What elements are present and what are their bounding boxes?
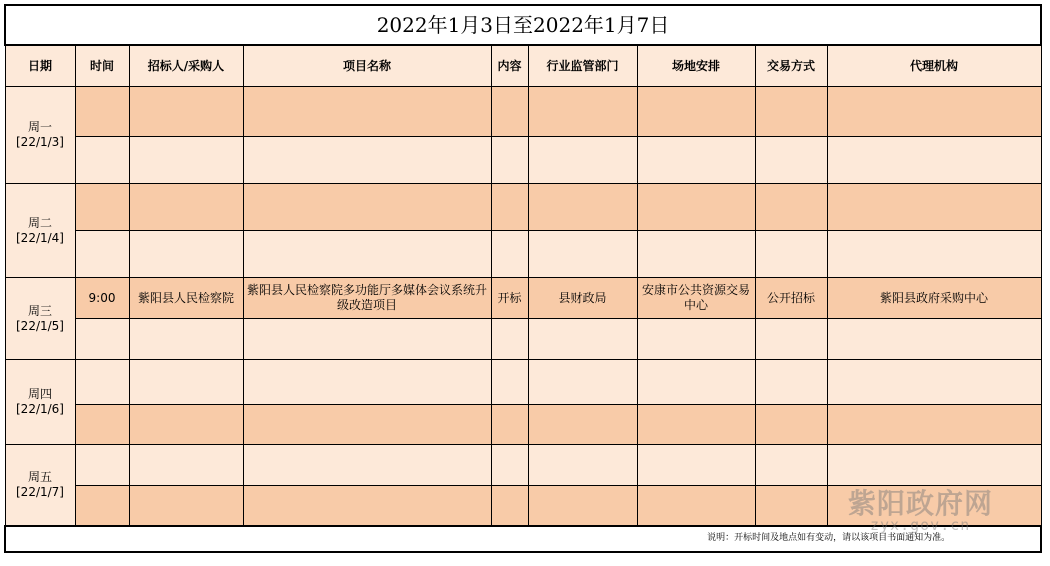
table-title: 2022年1月3日至2022年1月7日 (5, 5, 1041, 45)
day-name: 周三 (27, 303, 52, 318)
day-cell-tue (5, 184, 75, 278)
day-cell-thu (5, 360, 75, 445)
header-agency: 代理机构 (827, 45, 1041, 87)
entry-content: 开标 (491, 278, 528, 319)
watermark-url: zyx.gov.cn (870, 516, 971, 534)
footnote: 说明：开标时间及地点如有变动，请以该项目书面通知为准。 (5, 526, 1041, 552)
header-project: 项目名称 (243, 45, 491, 87)
day-cell-mon (5, 87, 75, 184)
header-content: 内容 (491, 45, 528, 87)
table-row (5, 486, 1041, 526)
day-name: 周五 (27, 469, 52, 484)
header-mode: 交易方式 (755, 45, 827, 87)
table-row (5, 405, 1041, 445)
day-date: [22/1/5] (16, 318, 64, 333)
table-row (5, 87, 1041, 137)
header-buyer: 招标人/采购人 (129, 45, 243, 87)
day-cell-wed (5, 278, 75, 360)
entry-mode: 公开招标 (755, 278, 827, 319)
day-date: [22/1/6] (16, 402, 64, 416)
header-venue: 场地安排 (637, 45, 755, 87)
header-time: 时间 (75, 45, 129, 87)
header-date: 日期 (5, 45, 75, 87)
day-date: [22/1/3] (16, 135, 64, 149)
entry-time: 9:00 (75, 278, 129, 319)
entry-agency: 紫阳县政府采购中心 (827, 278, 1041, 319)
table-row (5, 278, 1041, 319)
table-row (5, 360, 1041, 405)
table-row (5, 445, 1041, 486)
entry-project: 紫阳县人民检察院多功能厅多媒体会议系统升级改造项目 (243, 278, 491, 319)
table-row (5, 231, 1041, 278)
table-row (5, 184, 1041, 231)
entry-dept: 县财政局 (528, 278, 637, 319)
day-name: 周四 (27, 387, 52, 401)
table-row (5, 319, 1041, 360)
entry-buyer: 紫阳县人民检察院 (129, 278, 243, 319)
table-row (5, 137, 1041, 184)
day-date: [22/1/7] (16, 484, 64, 499)
watermark-title: 紫阳政府网 (848, 487, 994, 520)
day-name: 周一 (27, 120, 52, 134)
day-cell-fri (5, 445, 75, 526)
day-name: 周二 (27, 215, 52, 230)
header-row (5, 45, 1041, 87)
schedule-table (4, 4, 1042, 553)
schedule-table-frame (4, 4, 1040, 552)
day-date: [22/1/4] (16, 230, 64, 245)
header-dept: 行业监管部门 (528, 45, 637, 87)
entry-venue: 安康市公共资源交易中心 (637, 278, 755, 319)
